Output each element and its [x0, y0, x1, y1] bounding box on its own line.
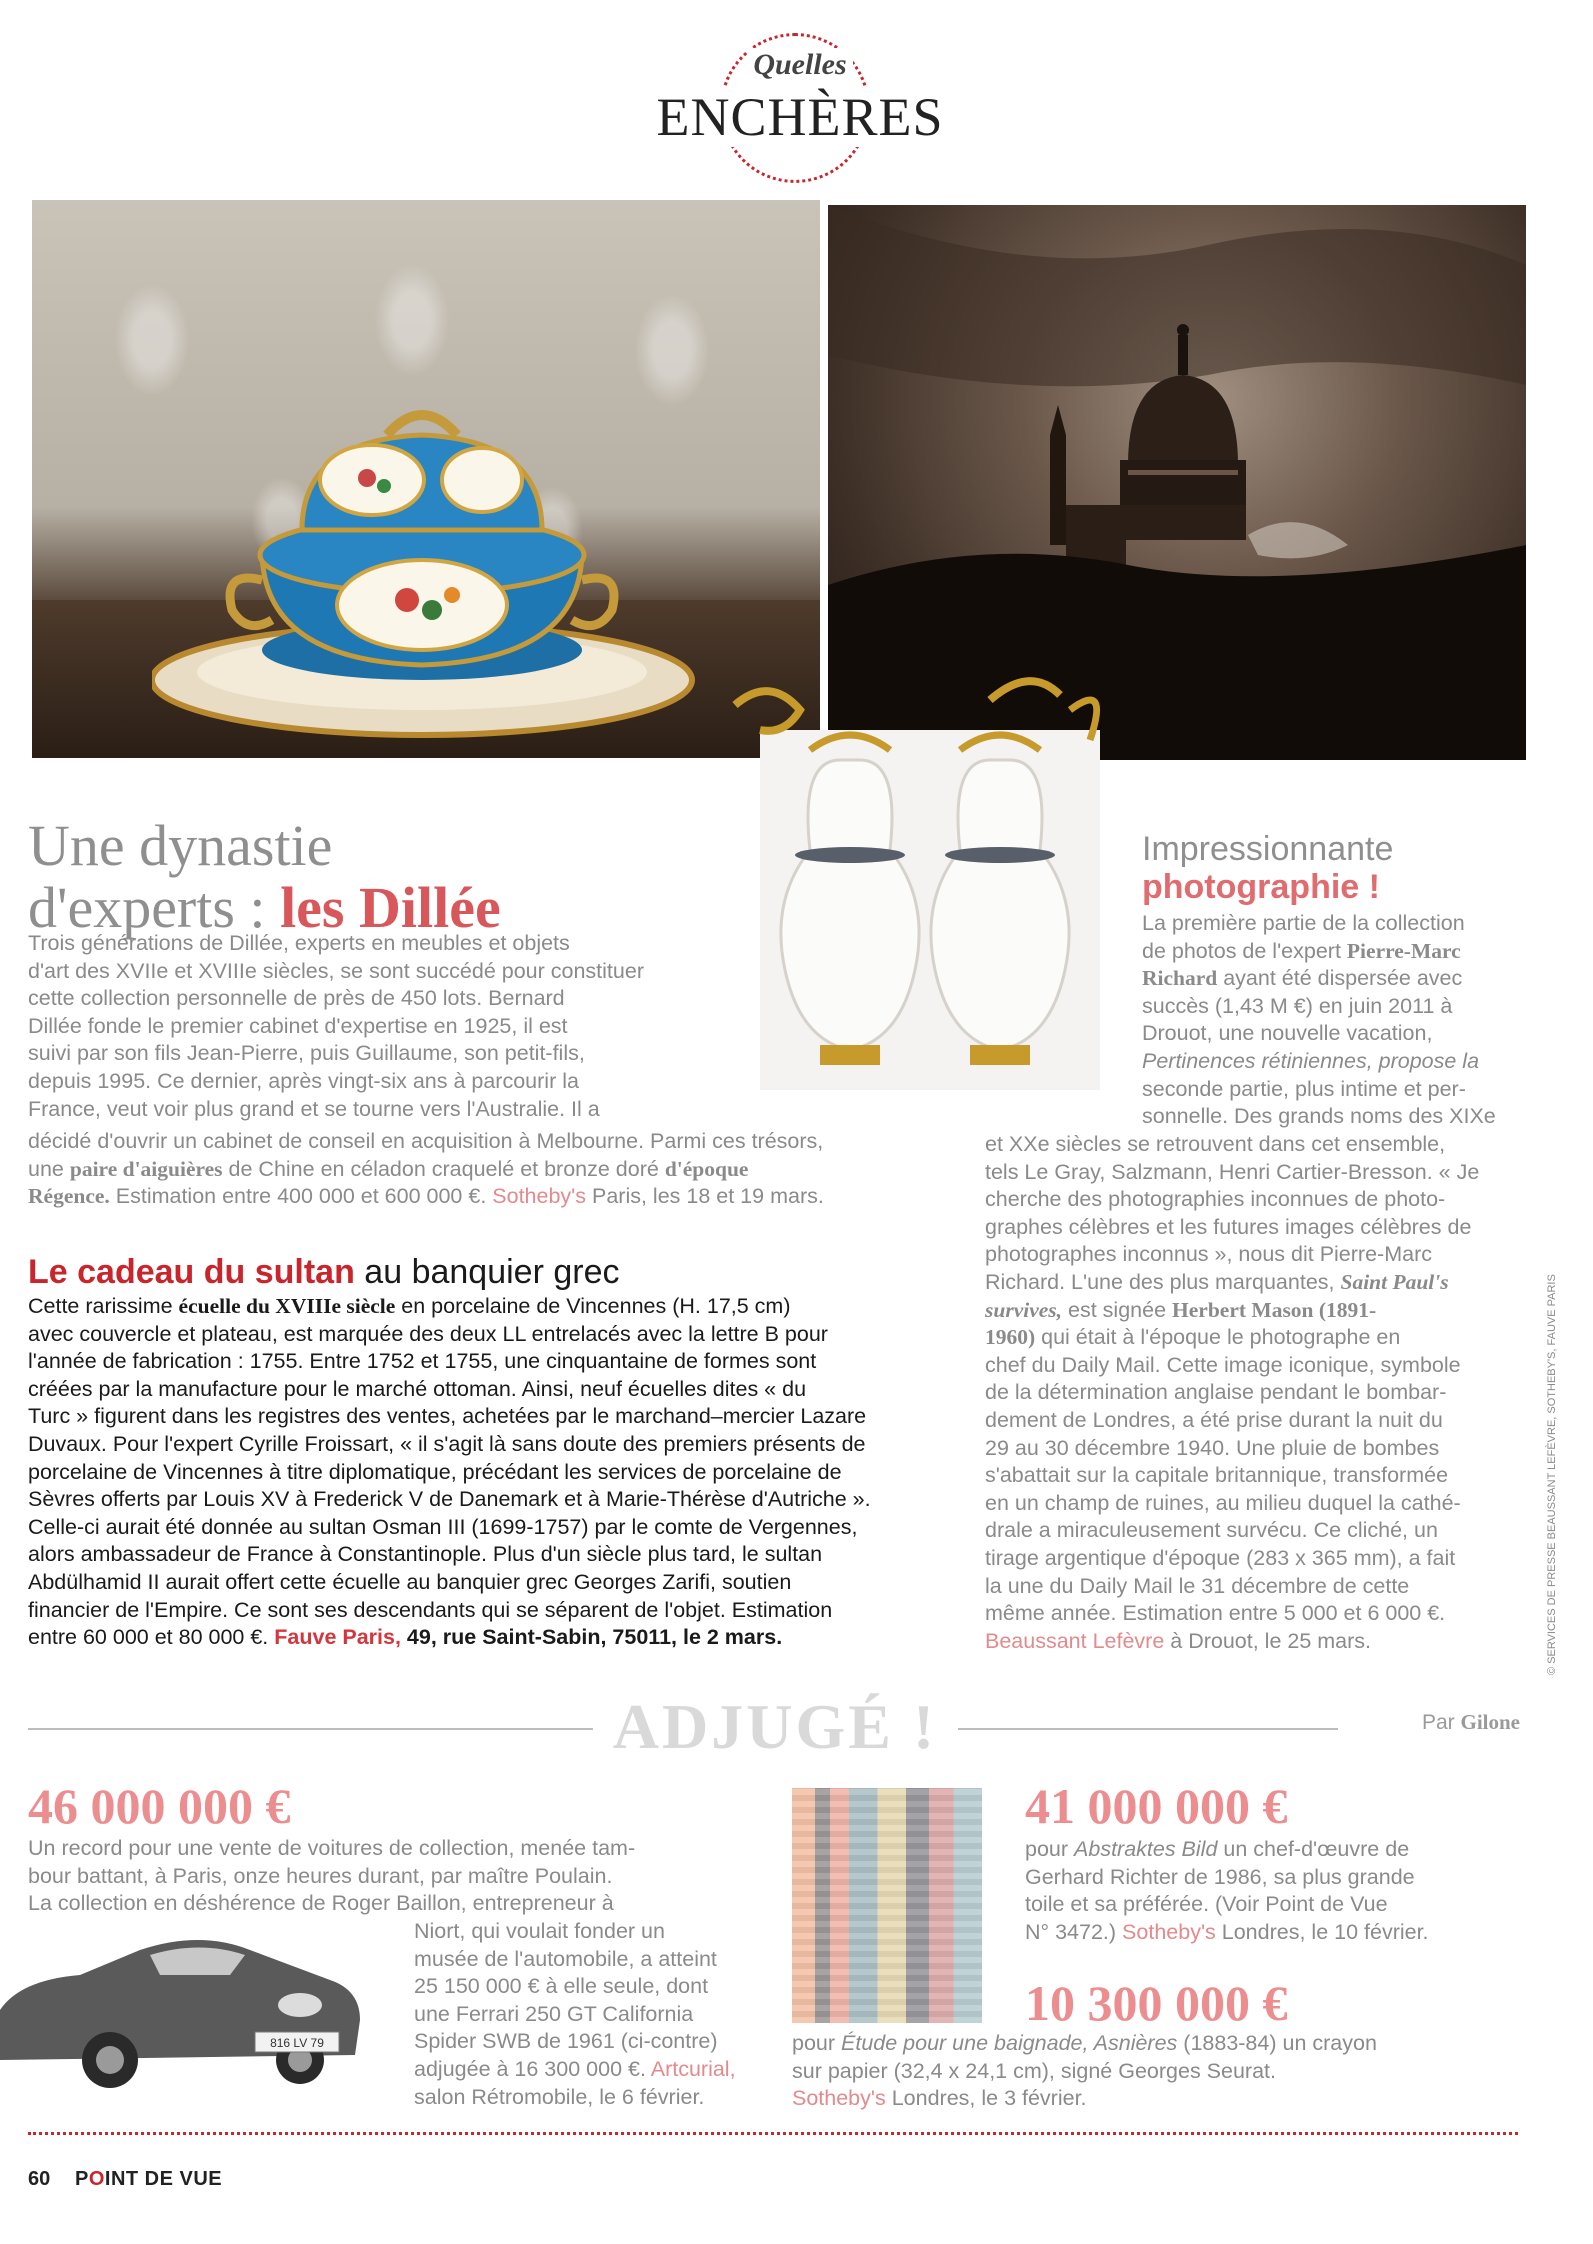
dillee-body-top: Trois générations de Dillée, experts en meubles et objets d'art des XVIIe et XVIIIe siècles, se sont succédé pour constituer cette collection personnelle de près de 450 lots. Bernard Dillée fonde le premier cabinet d'expertise en 1925, il est suivi par son fils Jean-Pierre, puis Guillaume, son petit-fils, depuis 1995. Ce dernier, après vingt-six ans à parcourir la France, veut voir plus grand et se tourne vers l'Australie. Il a: [28, 931, 644, 1121]
footer-dotted-rule: [28, 2132, 1518, 2135]
photo-body-top: La première partie de la collection de photos de l'expert Pierre-Marc Richard ayant été dispersée avec succès (1,43 M €) en juin 2011 à Drouot, une nouvelle vacation, Pertinences rétiniennes, propose la seconde partie, plus intime et per- sonnelle. Des grands noms des XIXe: [1142, 911, 1496, 1129]
seurat-lot-text: pour Étude pour une baignade, Asnières (1883-84) un crayon sur papier (32,4 x 24,1 cm), signé Georges Seurat. Sotheby's Londres, le 3 février.: [792, 2031, 1377, 2111]
photo-paire-aiguieres: [690, 640, 1150, 1090]
vases-illustration: [690, 640, 1150, 1090]
logo-quelles: Quelles: [747, 48, 852, 81]
car-lot-text-narrow: Niort, qui voulait fonder un musée de l'automobile, a atteint 25 150 000 € à elle seule, dont une Ferrari 250 GT California Spider SWB de 1961 (ci-contre) adjugée à 16 300 000 €. Artcurial, salon Rétromobile, le 6 février.: [414, 1919, 736, 2109]
adjuge-byline: Par Gilone: [1421, 1710, 1520, 1734]
ferrari-california-photo: [0, 1920, 370, 2090]
car-plate-text: 816 LV 79: [270, 2036, 324, 2050]
adjuge-rule-right: [958, 1728, 1338, 1730]
magazine-name: POINT DE VUE: [75, 2168, 223, 2190]
richter-lot-amount: 41 000 000 €: [1025, 1778, 1288, 1834]
photo-body-bottom: et XXe siècles se retrouvent dans cet ensemble, tels Le Gray, Salzmann, Henri Cartier-Bresson. « Je cherche des photographies inconnues de photo- graphes célèbres et les futures images célèbres de photographes inconnus », nous dit Pierre-Marc Richard. L'une des plus marquantes, Saint Paul's survives, est signée Herbert Mason (1891- 1960) qui était à l'époque le photographe en chef du Daily Mail. Cette image iconique, symbole de la détermination anglaise pendant le bombar- dement de Londres, a été prise durant la nuit du 29 au 30 décembre 1940. Une pluie de bombes s'abattait sur la capitale britannique, transformée en un champ de ruines, au milieu duquel la cathé- drale a miraculeusement survécu. Ce cliché, un tirage argentique d'époque (283 x 365 mm), a fait la une du Daily Mail le 31 décembre de cette même année. Estimation entre 5 000 et 6 000 €. Beaussant Lefèvre à Drouot, le 25 mars.: [985, 1132, 1480, 1653]
dillee-body-bottom: décidé d'ouvrir un cabinet de conseil en acquisition à Melbourne. Parmi ces trésors, une paire d'aiguières de Chine en céladon craquelé et bronze doré d'époque Régence. Estimation entre 400 000 et 600 000 €. Sotheby's Paris, les 18 et 19 mars.: [28, 1129, 824, 1209]
richter-abstraktes-bild-photo: [792, 1788, 982, 2023]
adjuge-title: ADJUGÉ !: [612, 1691, 938, 1762]
sultan-title: Le cadeau du sultan au banquier grec: [28, 1253, 620, 1291]
photo-article-title: Impressionnante photographie !: [1142, 830, 1394, 906]
tureen-illustration: [152, 350, 712, 750]
magazine-section-logo: [620, 28, 980, 188]
car-lot-amount: 46 000 000 €: [28, 1778, 291, 1834]
page-number: 60: [28, 2168, 51, 2190]
richter-lot-text: pour Abstraktes Bild un chef-d'œuvre de Gerhard Richter de 1986, sa plus grande toile et sa préférée. (Voir Point de Vue N° 3472.) Sotheby's Londres, le 10 février.: [1025, 1837, 1429, 1944]
logo-encheres: ENCHÈRES: [652, 87, 947, 147]
dillee-title: Une dynastie d'experts : les Dillée: [28, 813, 501, 940]
adjuge-rule-left: [28, 1728, 593, 1730]
photo-credit: © SERVICES DE PRESSE BEAUSSANT LEFÈVRE, SOTHEBY'S, FAUVE PARIS: [1546, 1274, 1558, 1675]
sultan-body: Cette rarissime écuelle du XVIIIe siècle en porcelaine de Vincennes (H. 17,5 cm) avec couvercle et plateau, est marquée des deux LL entrelacés avec la lettre B pour l'année de fabrication : 1755. Entre 1752 et 1755, une cinquantaine de formes sont créées par la manufacture pour le marché ottoman. Ainsi, neuf écuelles dites « du Turc » figurent dans les registres des ventes, achetées par le marchand–mercier Lazare Duvaux. Pour l'expert Cyrille Froissart, « il s'agit là sans doute des premiers présents de porcelaine de Vincennes à titre diplomatique, précédant les services de porcelaine de Sèvres offerts par Louis XV à Frederick V de Danemark et à Marie-Thérèse d'Autriche ». Celle-ci aurait été donnée au sultan Osman III (1699-1757) par le comte de Vergennes, alors ambassadeur de France à Constantinople. Plus d'un siècle plus tard, le sultan Abdülhamid II aurait offert cette écuelle au banquier grec Georges Zarifi, soutien financier de l'Empire. Ce sont ses descendants qui se séparent de l'objet. Estimation entre 60 000 et 80 000 €. Fauve Paris, 49, rue Saint-Sabin, 75011, le 2 mars.: [28, 1294, 871, 1650]
seurat-lot-amount: 10 300 000 €: [1025, 1975, 1288, 2031]
car-lot-text-wide: Un record pour une vente de voitures de collection, menée tam- bour battant, à Paris, onze heures durant, par maître Poulain. La collection en déshérence de Roger Baillon, entrepreneur à: [28, 1836, 636, 1916]
